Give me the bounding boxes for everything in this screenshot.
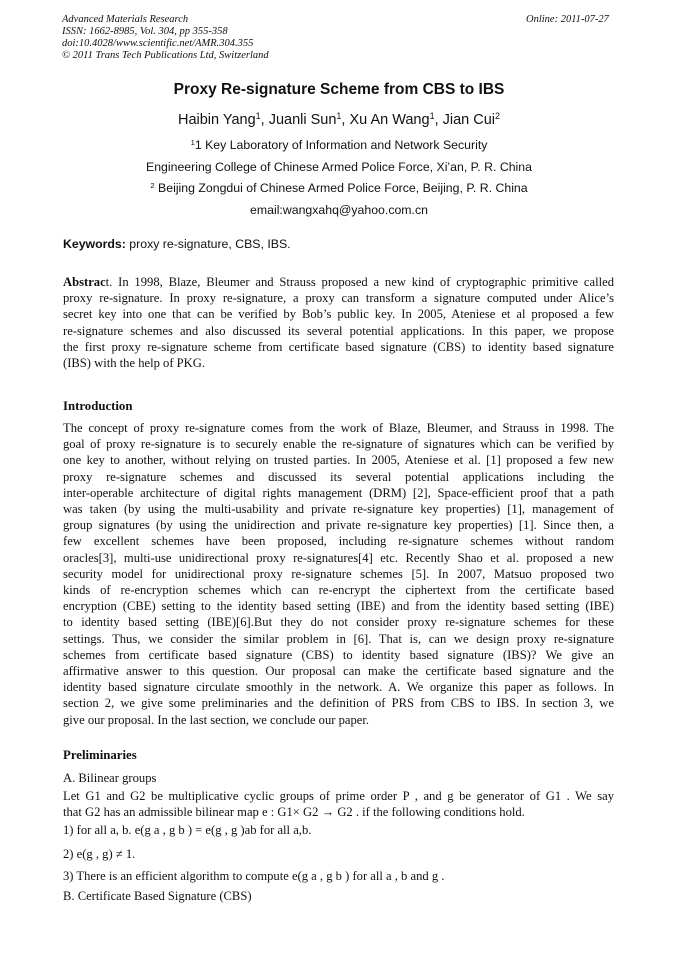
- affiliation-sup: 2: [150, 180, 155, 190]
- email: email:wangxahq@yahoo.com.cn: [250, 203, 428, 217]
- author-name: Juanli Sun: [268, 112, 337, 128]
- intro-line: proxy re-signature schemes and discussed its several potential applications including the: [63, 469, 614, 484]
- keywords-text: proxy re-signature, CBS, IBS.: [125, 237, 291, 251]
- intro-line: was taken (by using the multi-usability and private re-signature key properties) [1], management of: [63, 502, 614, 517]
- author-name: Xu An Wang: [349, 112, 430, 128]
- intro-line: identity based signature circulate smoothly in the network. A. We organize this paper as follows. In: [63, 680, 614, 695]
- abstract-label: Abstrac: [63, 275, 106, 289]
- intro-line: oracles[3], multi-use unidirectional proxy re-signatures[4] etc. Recently Shao et al. proposed a new: [63, 550, 614, 565]
- keywords-label: Keywords:: [63, 237, 126, 251]
- issn-line: ISSN: 1662-8985, Vol. 304, pp 355-358: [62, 26, 228, 37]
- doi-line: doi:10.4028/www.scientific.net/AMR.304.355: [62, 38, 254, 49]
- paper-title: Proxy Re-signature Scheme from CBS to IBS: [173, 81, 505, 98]
- condition-3: 3) There is an efficient algorithm to compute e(g a , g b ) for all a , b and g .: [63, 869, 445, 883]
- intro-line: section 2, we give some preliminaries and the definition of PRS from CBS to IBS. In section 3, we: [63, 696, 614, 711]
- author-sup: 1: [336, 111, 342, 122]
- intro-line: few excellent schemes have been proposed, including re-signature schemes without random: [63, 534, 614, 549]
- subsection-cbs: B. Certificate Based Signature (CBS): [63, 889, 252, 903]
- prelim-line: Let G1 and G2 be multiplicative cyclic groups of prime order P , and g be generator of G1 . We say: [63, 789, 614, 803]
- online-date: Online: 2011-07-27: [526, 14, 609, 25]
- intro-line: group signatures (by using the unidirection and private re-signature key properties) [1]. Since then, a: [63, 518, 614, 533]
- section-heading-preliminaries: Preliminaries: [63, 748, 137, 762]
- abstract-line: the first proxy re-signature scheme from certificate based signature (CBS) to identity based signature: [63, 339, 614, 354]
- author-list: Haibin Yang$^1$, Juanli Sun$^1$, Xu An Wang$^1$, Jian Cui$^2$: [177, 111, 501, 128]
- intro-line: inter-operable architecture of digital rights management (DRM) [2], Space-efficient proof that a path: [63, 485, 614, 500]
- abstract: Abstract. In 1998, Blaze, Bleumer and Strauss proposed a new kind of cryptographic primitive called proxy re-signature. In proxy re-signature, a proxy can transform a signature computed under Alice’s secret key into one that can be verified by Bob’s public key. In 2005, Ateniese et al proposed a few re-signature schemes and also discussed its several potential applications. In this paper, we propose the first proxy re-signature scheme from certificate based signature (CBS) to identity based signature (IBS) with the help of PKG.: [63, 275, 614, 371]
- prelim-line: that G2 has an admissible bilinear map e : G1× G2 → G2 . if the following conditions hold.: [63, 805, 525, 820]
- author-name: Haibin Yang: [177, 112, 256, 128]
- keywords: [63, 237, 291, 251]
- abstract-line: (IBS) with the help of PKG.: [63, 356, 206, 371]
- abstract-line: secret key into one that can be verified by Bob’s public key. In 2005, Ateniese et al proposed a few: [63, 307, 614, 322]
- condition-1: 1) for all a, b. e(g a , g b ) = e(g , g )ab for all a,b.: [63, 823, 312, 837]
- intro-line: security model for unidirectional proxy re-signature schemes [5]. In 2007, Matsuo proposed two: [63, 566, 614, 581]
- author-name: Jian Cui: [442, 112, 496, 128]
- intro-line: goal of proxy re-signature is to securely enable the re-signature of signatures which can be verified by: [63, 437, 614, 452]
- intro-line: kinds of re-encryption schemes which can re-encrypt the ciphertext from the certificate based: [63, 583, 614, 598]
- author-sup: 1: [255, 111, 261, 122]
- author-sup: 2: [495, 111, 501, 122]
- journal-header: [62, 14, 269, 62]
- subsection-bilinear-groups: A. Bilinear groups: [63, 771, 157, 785]
- intro-line: one key to another, without relying on trusted parties. In 2005, Ateniese et al. [1] proposed a few new: [63, 453, 614, 468]
- author-sup: 1: [429, 111, 435, 122]
- intro-line: to identity based setting (IBE)[6].But they do not consider proxy re-signature schemes for these: [63, 615, 614, 630]
- affiliation-2: $^2$ Beijing Zongdui of Chinese Armed Police Force, Beijing, P. R. China: [150, 180, 528, 195]
- intro-line: give our proposal. In the last section, we conclude our paper.: [63, 712, 370, 727]
- journal-name: Advanced Materials Research: [62, 14, 189, 25]
- affiliation-1: $^1$1 Key Laboratory of Information and Network Security: [190, 137, 488, 152]
- intro-line: schemes from certificate based signature (CBS) to identity based signature (IBS)? We give an: [63, 647, 614, 662]
- introduction-body: [63, 420, 614, 728]
- affiliation-sup: 1: [190, 137, 195, 147]
- abstract-line: proxy re-signature. In proxy re-signature, a proxy can transform a signature computed under Alice’s: [63, 291, 614, 306]
- condition-2: 2) e(g , g) ≠ 1.: [63, 847, 136, 861]
- affiliation-1-line2: Engineering College of Chinese Armed Police Force, Xi’an, P. R. China: [146, 160, 532, 174]
- abstract-line: re-signature schemes and also discussed its several potential applications. In this paper, we propose: [63, 323, 614, 338]
- intro-line: settings. Thus, we consider the similar problem in [6]. That is, can we design proxy re-signature: [63, 631, 614, 646]
- section-heading-introduction: Introduction: [63, 399, 133, 413]
- intro-line: encryption (CBE) setting to the identity based setting (IBE) and from the identity based setting (IBE): [63, 599, 614, 614]
- intro-line: affirmative answer to this question. Our proposal can make the certificate based signature and the: [63, 664, 614, 679]
- copyright-line: © 2011 Trans Tech Publications Ltd, Switzerland: [62, 50, 269, 61]
- bilinear-definition: [63, 788, 614, 820]
- intro-line: The concept of proxy re-signature comes from the work of Blaze, Bleumer, and Strauss in 1998. The: [63, 421, 614, 435]
